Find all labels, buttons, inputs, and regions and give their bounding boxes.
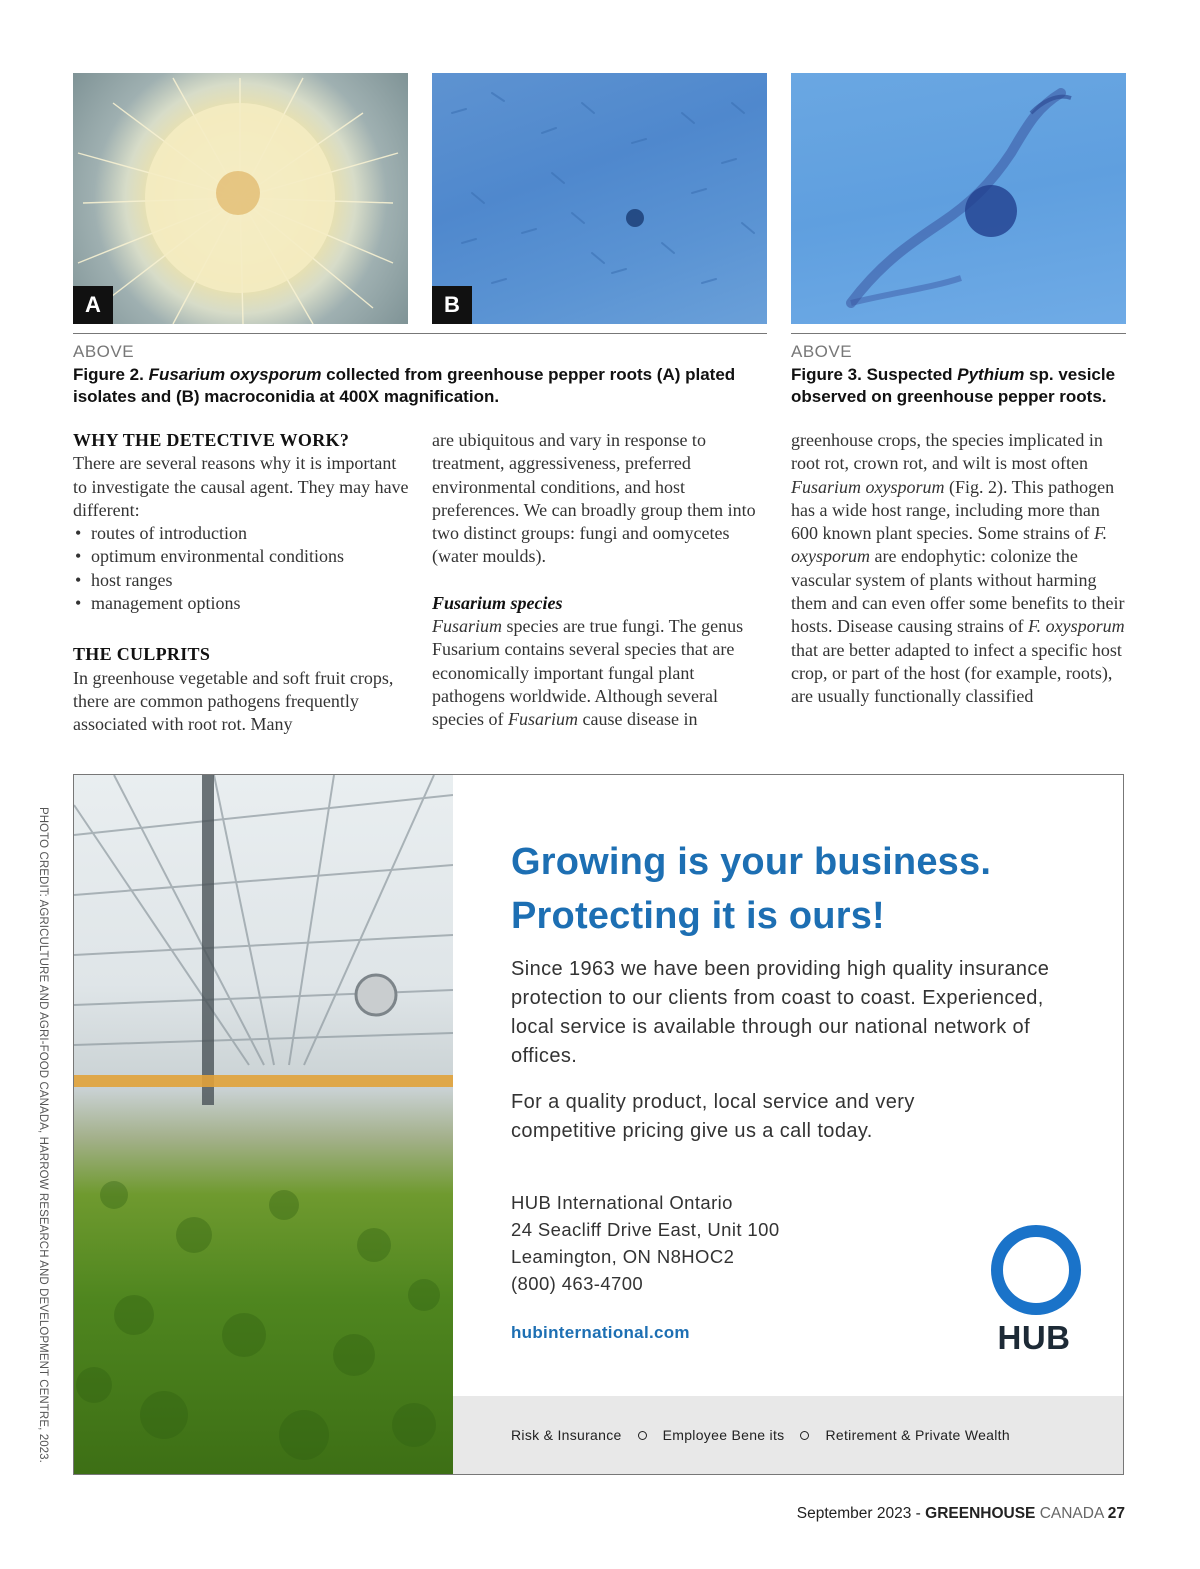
paragraph-fusarium: Fusarium species are true fungi. The genus Fusarium contains several species that are economically important fungal plant pathogens worldwide. Although several species of Fusarium cause disease in (432, 616, 744, 730)
ad-body-history: Since 1963 we have been providing high quality insurance protection to our clients from coast to coast. Experienced, local service is available through our national network of offices. (511, 958, 1050, 1067)
list-item: • routes of introduction (73, 522, 409, 545)
article-column-3 (791, 429, 1127, 709)
greenhouse-photo (74, 775, 453, 1474)
ad-website-link[interactable]: hubinternational.com (511, 1323, 690, 1342)
separator-ring-icon (800, 1431, 809, 1440)
page-footer: September 2023 - GREENHOUSE CANADA 27 (796, 1505, 1125, 1522)
figure-3-image (791, 73, 1126, 324)
hub-logo (991, 1225, 1077, 1357)
figure-2-overline: ABOVE (73, 342, 135, 361)
ad-headline: Growing is your business. Protecting it is ours! (511, 841, 992, 937)
separator-ring-icon (638, 1431, 647, 1440)
ad-body-callout: For a quality product, local service and very competitive pricing give us a call today. (511, 1091, 915, 1142)
ad-phone[interactable]: (800) 463-4700 (511, 1273, 644, 1294)
page-number: 27 (1107, 1505, 1125, 1522)
ad-services-bar (453, 1396, 1124, 1474)
subheading-fusarium: Fusarium species (432, 592, 563, 613)
service-item: Retirement & Private Wealth (825, 1427, 1010, 1443)
paragraph-intro: There are several reasons why it is important to investigate the causal agent. They may have different: (73, 453, 409, 520)
figure-3-overline: ABOVE (791, 342, 853, 361)
hub-logo-text: HUB (997, 1319, 1071, 1356)
section-heading-detective: WHY THE DETECTIVE WORK? (73, 430, 350, 450)
figure-label-b: B (432, 286, 472, 324)
article-column-1 (73, 429, 409, 737)
reasons-list (73, 522, 409, 615)
list-item: • host ranges (73, 569, 409, 592)
figure-2-caption: Figure 2. Fusarium oxysporum collected from greenhouse pepper roots (A) plated isolates and (B) macroconidia at 400X magnification. (73, 365, 736, 406)
photo-credit: PHOTO CREDIT: AGRICULTURE AND AGRI-FOOD CANADA, HARROW RESEARCH AND DEVELOPMENT CENTRE, 2023. (37, 807, 49, 1463)
paragraph-culprits: In greenhouse vegetable and soft fruit crops, there are common pathogens frequently associated with root rot. Many (73, 667, 394, 735)
hub-advertisement[interactable] (73, 774, 1124, 1475)
figure-2b-image (432, 73, 767, 324)
list-item: • management options (73, 592, 409, 615)
hub-ring-icon (991, 1225, 1081, 1315)
caption-rule-right (791, 333, 1126, 334)
figure-label-a: A (73, 286, 113, 324)
paragraph-oxysporum: greenhouse crops, the species implicated in root rot, crown rot, and wilt is most often Fusarium oxysporum (Fig. 2). This pathogen has a wide host range, including more than 600 known plant species. Some strains of F. oxysporum are endophytic: colonize the vascular system of plants without harming them and can even offer some benefits to their hosts. Disease causing strains of F. oxysporum that are better adapted to infect a specific host crop, or part of the host (for example, roots), are usually functionally classified (791, 430, 1125, 707)
article-column-2 (432, 429, 768, 732)
paragraph-groups: are ubiquitous and vary in response to treatment, aggressiveness, preferred environmental conditions, and host preferences. We can broadly group them into two distinct groups: fungi and oomycetes (water moulds). (432, 430, 756, 567)
figure-2a-image (73, 73, 408, 324)
section-heading-culprits: THE CULPRITS (73, 644, 211, 665)
caption-rule-left (73, 333, 767, 334)
figure-3-caption: Figure 3. Suspected Pythium sp. vesicle observed on greenhouse pepper roots. (791, 365, 1116, 406)
list-item: • optimum environmental conditions (73, 545, 409, 568)
service-item: Employee Bene its (662, 1427, 785, 1443)
ad-address: HUB International Ontario 24 Seacliff Drive East, Unit 100 Leamington, ON N8HOC2 (800) 463-4700 (511, 1189, 780, 1297)
service-item: Risk & Insurance (511, 1427, 622, 1443)
